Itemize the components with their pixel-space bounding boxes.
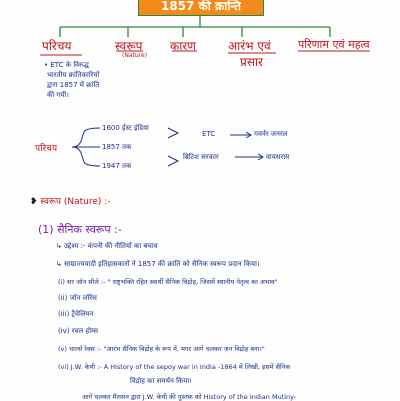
page-title: 1857 की क्रान्ति bbox=[138, 0, 264, 16]
timeline-governor: गवर्नर जनरल bbox=[254, 130, 288, 138]
branch-intro: परिचय bbox=[42, 39, 72, 53]
timeline-year: 1857 तक bbox=[102, 143, 132, 151]
body-line: (v) चार्ल्स रेक्स :- "आरंभ सैनिक विद्रोह के रूप में, मगर आगे चलकर जन विद्रोह बना।" bbox=[58, 345, 265, 353]
timeline-label: परिचय bbox=[35, 144, 58, 154]
body-line: (iii) ट्रैवेलियन bbox=[58, 310, 94, 318]
timeline-year: 1947 तक bbox=[102, 162, 132, 170]
section-heading: स्वरूप (Nature) :- bbox=[40, 197, 111, 207]
intro-note-line: • ETC के विरुद्ध bbox=[44, 61, 89, 69]
body-line: (iv) रवल होम्स bbox=[58, 327, 99, 335]
section-heading-row bbox=[30, 194, 111, 207]
branch-result: परिणाम एवं महत्व bbox=[298, 38, 370, 51]
body-line: (ii) जॉन लॉरेंस bbox=[58, 294, 97, 302]
body-line: विद्रोह का समर्थन किया। bbox=[130, 377, 192, 385]
body-line: ↳ साम्राज्यवादी इतिहासकारों ने 1857 की क्रांति को सैनिक स्वरूप प्रदान किया। bbox=[56, 260, 260, 268]
body-line: आगे चलकर मैलसन द्वारा J.W. केयी की पुस्तक को History of the Indian Mutiny- bbox=[82, 393, 297, 401]
timeline-viceroy: वायसराय bbox=[266, 153, 290, 161]
intro-note-line: द्वारा 1857 में क्रांति bbox=[47, 81, 100, 89]
intro-note-line: की गयी। bbox=[47, 91, 69, 99]
timeline-year: 1600 ईस्ट इंडिया bbox=[102, 124, 149, 132]
body-line: (i) सर जॉन सीले :- " राष्ट्रभक्ति रहित स्वार्थी सैनिक विद्रोह, जिसमें स्थानीय नेतृत्व का अभाव" bbox=[58, 278, 278, 286]
body-line: ↳ उद्देश्य :- कंपनी की नीतियों का बचाव bbox=[56, 242, 158, 250]
heart-bullet-icon: ❥ bbox=[30, 197, 38, 207]
body-line: (vi) J.W. केयी :- A History of the sepoy war in India -1864 में लिखी, इसमें सैनिक bbox=[58, 363, 291, 371]
timeline-british: ब्रिटिश सरकार bbox=[183, 153, 219, 161]
branch-spread-sub: प्रसार bbox=[240, 55, 263, 69]
timeline-etc: ETC bbox=[202, 130, 216, 138]
branch-causes: कारण bbox=[170, 39, 196, 53]
branch-spread: आरंभ एवं bbox=[228, 39, 271, 53]
sub-heading: (1) सैनिक स्वरूप :- bbox=[38, 223, 122, 236]
branch-nature-sub: (Nature) bbox=[122, 52, 148, 59]
branch-nature: स्वरूप bbox=[115, 39, 143, 53]
intro-note-line: भारतीय क्रांतिकारियों bbox=[47, 71, 100, 79]
